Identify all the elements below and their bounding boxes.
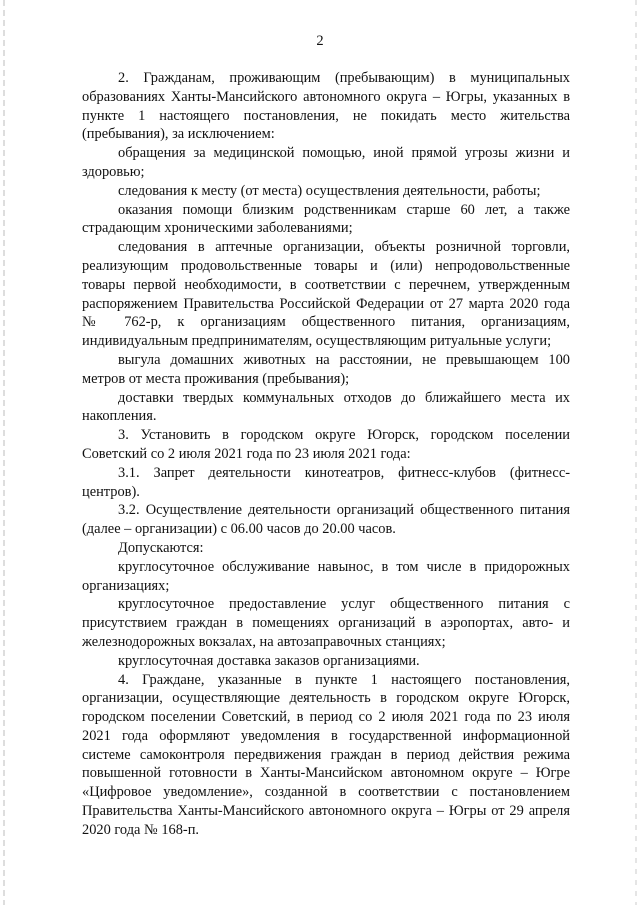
exception-waste: доставки твердых коммунальных отходов до ближайшего места их накопления. [82, 389, 570, 425]
exception-pets: выгула домашних животных на расстоянии, не превышающем 100 метров от места проживания (пребывания); [82, 351, 570, 387]
scan-edge-left [3, 0, 5, 905]
exception-medical: обращения за медицинской помощью, иной прямой угрозы жизни и здоровью; [82, 145, 570, 180]
allowed-heading: Допускаются: [118, 539, 204, 556]
allowed-takeaway: круглосуточное обслуживание навынос, в том числе в придорожных организациях; [82, 558, 570, 594]
allowed-transport-hubs: круглосуточное предоставление услуг общественного питания с присутствием граждан в помещениях организаций в аэропортах, авто- и железнодорожных вокзалах, на автозаправочных станциях; [82, 596, 570, 650]
document-body [82, 69, 570, 840]
scan-edge-right [635, 0, 637, 905]
exception-work: следования к месту (от места) осуществления деятельности, работы; [118, 182, 541, 199]
exception-shops: следования в аптечные организации, объекты розничной торговли, реализующим продовольственные товары и (или) непродовольственные товары первой необходимости, в соответствии с перечнем, утвержденным распоряжением Правительства Российской Федерации от 27 марта 2020 года № 762-р, к организациям общественного питания, организациям, индивидуальным предпринимателям, осуществляющим ритуальные услуги; [82, 239, 570, 350]
allowed-delivery: круглосуточная доставка заказов организациями. [118, 652, 420, 669]
paragraph-3-1: 3.1. Запрет деятельности кинотеатров, фитнесс-клубов (фитнесс-центров). [82, 464, 570, 500]
exception-relatives: оказания помощи близким родственникам старше 60 лет, а также страдающим хроническими заболеваниями; [82, 201, 570, 237]
page-number: 2 [316, 33, 324, 49]
paragraph-4: 4. Граждане, указанные в пункте 1 настоящего постановления, организации, осуществляющие деятельность в городском округе Югорск, городском поселении Советский, в период со 2 июля 2021 года по 23 июля 2021 года оформляют уведомления в государственной информационной системе самоконтроля передвижения граждан в период действия режима повышенной готовности в Ханты-Мансийском автономном округе – Югре «Цифровое уведомление», созданной в соответствии с постановлением Правительства Ханты-Мансийского автономного округа – Югры от 29 апреля 2020 года № 168-п. [82, 671, 570, 838]
paragraph-3: 3. Установить в городском округе Югорск, городском поселении Советский со 2 июля 2021 года по 23 июля 2021 года: [82, 427, 570, 462]
paragraph-2-intro: 2. Гражданам, проживающим (пребывающим) в муниципальных образованиях Ханты-Мансийского автономного округа – Югры, указанных в пункте 1 настоящего постановления, не покидать место жительства (пребывания), за исключением: [82, 70, 570, 143]
paragraph-3-2: 3.2. Осуществление деятельности организаций общественного питания (далее – организации) с 06.00 часов до 20.00 часов. [82, 502, 570, 538]
